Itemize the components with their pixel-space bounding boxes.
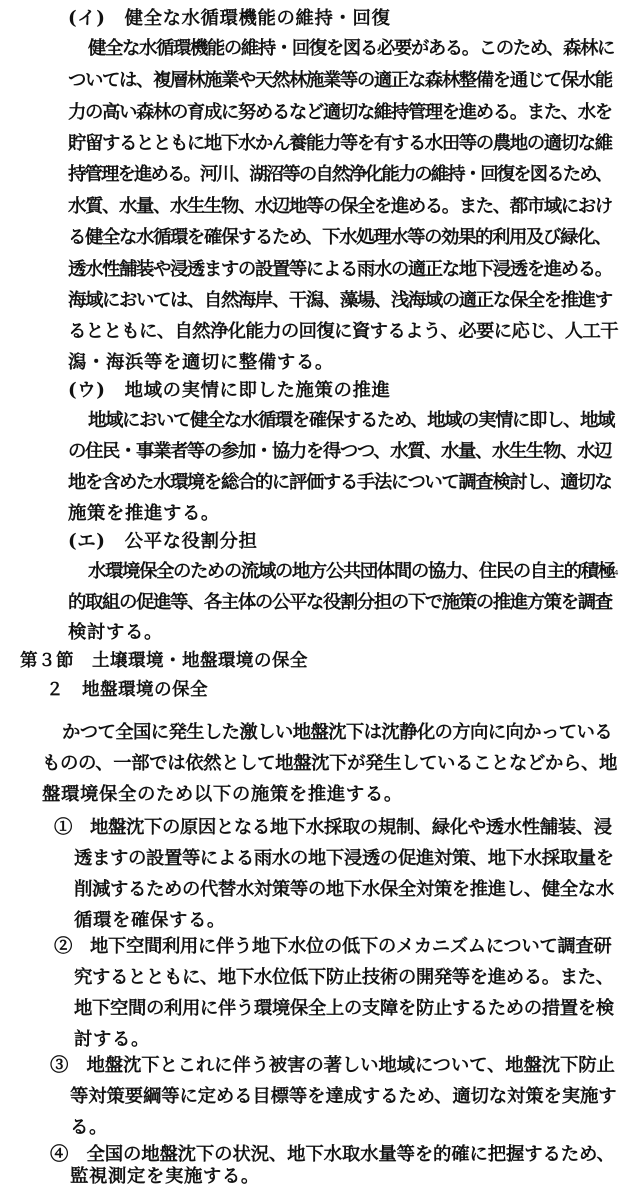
section-c-heading: (エ) 公平な役割分担 <box>68 531 258 552</box>
item-1-line: ① 地盤沈下の原因となる地下水採取の規制、緑化や透水性舗装、浸 <box>54 817 612 838</box>
item-1-line: 削減するための代替水対策等の地下水保全対策を推進し、健全な水 <box>74 879 614 900</box>
item-4-line: ④ 全国の地盤沈下の状況、地下水取水量等を的確に把握するため、 <box>50 1144 615 1165</box>
chapter-subtitle: ２ 地盤環境の保全 <box>46 679 208 700</box>
section-c-line: 検討する。 <box>68 622 163 643</box>
item-2-line: 究するとともに、地下水位低下防止技術の開発等を進める。また、 <box>74 967 614 988</box>
item-4-line: 監視測定を実施する。 <box>70 1166 260 1187</box>
section-a-line: 持管理を進める。河川、湖沼等の自然浄化能力の維持・回復を図るため、 <box>68 164 612 185</box>
item-2-line: 地下空間の利用に伴う環境保全上の支障を防止するための措置を検 <box>74 998 614 1019</box>
intro-line: 盤環境保全のため以下の施策を推進する。 <box>42 784 403 805</box>
margin-note: 4 <box>614 569 619 577</box>
section-c-line: 的取組の促進等、各主体の公平な役割分担の下で施策の推進方策を調査 <box>68 592 612 613</box>
section-a-line: 健全な水循環機能の維持・回復を図る必要がある。このため、森林に <box>88 38 614 59</box>
section-a-line: る健全な水循環を確保するため、下水処理水等の効果的利用及び緑化、 <box>68 227 611 248</box>
item-1-line: 循環を確保する。 <box>74 910 226 931</box>
section-b-heading: (ウ) 地域の実情に即した施策の推進 <box>68 380 391 401</box>
section-a-line: 潟・海浜等を適切に整備する。 <box>68 352 334 373</box>
intro-line: かつて全国に発生した激しい地盤沈下は沈静化の方向に向かっている <box>62 722 612 743</box>
section-b-line: 地を含めた水環境を総合的に評価する手法について調査検討し、適切な <box>68 472 612 493</box>
section-a-line: るとともに、自然浄化能力の回復に資するよう、必要に応じ、人工干 <box>68 321 618 342</box>
section-a-line: 透水性舗装や浸透ますの設置等による雨水の適正な地下浸透を進める。 <box>68 259 612 280</box>
item-3-line: る。 <box>70 1117 108 1138</box>
item-2-line: 討する。 <box>74 1029 150 1050</box>
section-a-line: 水質、水量、水生生物、水辺地等の保全を進める。また、都市域におけ <box>68 196 612 217</box>
item-3-line: 等対策要綱等に定める目標等を達成するため、適切な対策を実施す <box>70 1086 617 1107</box>
section-a-heading: (イ) 健全な水循環機能の維持・回復 <box>68 8 391 29</box>
chapter-title: 第３節 土壌環境・地盤環境の保全 <box>20 650 308 671</box>
section-b-line: の住民・事業者等の参加・協力を得つつ、水質、水量、水生生物、水辺 <box>68 441 611 462</box>
section-a-line: 海域においては、自然海岸、干潟、藻場、浅海域の適正な保全を推進す <box>68 290 612 311</box>
item-3-line: ③ 地盤沈下とこれに伴う被害の著しい地域について、地盤沈下防止 <box>50 1055 615 1076</box>
section-a-line: ついては、複層林施業や天然林施業等の適正な森林整備を通じて保水能 <box>68 70 612 91</box>
intro-line: ものの、一部では依然として地盤沈下が発生していることなどから、地 <box>42 753 617 774</box>
section-c-line: 水環境保全のための流域の地方公共団体間の協力、住民の自主的積極 <box>88 561 615 582</box>
section-a-line: 力の高い森林の育成に努めるなど適切な維持管理を進める。また、水を <box>68 102 612 123</box>
section-b-line: 施策を推進する。 <box>68 503 220 524</box>
item-2-line: ② 地下空間利用に伴う地下水位の低下のメカニズムについて調査研 <box>54 936 612 957</box>
section-b-line: 地域において健全な水循環を確保するため、地域の実情に即し、地域 <box>88 410 614 431</box>
section-a-line: 貯留するとともに地下水かん養能力等を有する水田等の農地の適切な維 <box>68 133 612 154</box>
item-1-line: 透ますの設置等による雨水の地下浸透の促進対策、地下水採取量を <box>74 848 614 869</box>
